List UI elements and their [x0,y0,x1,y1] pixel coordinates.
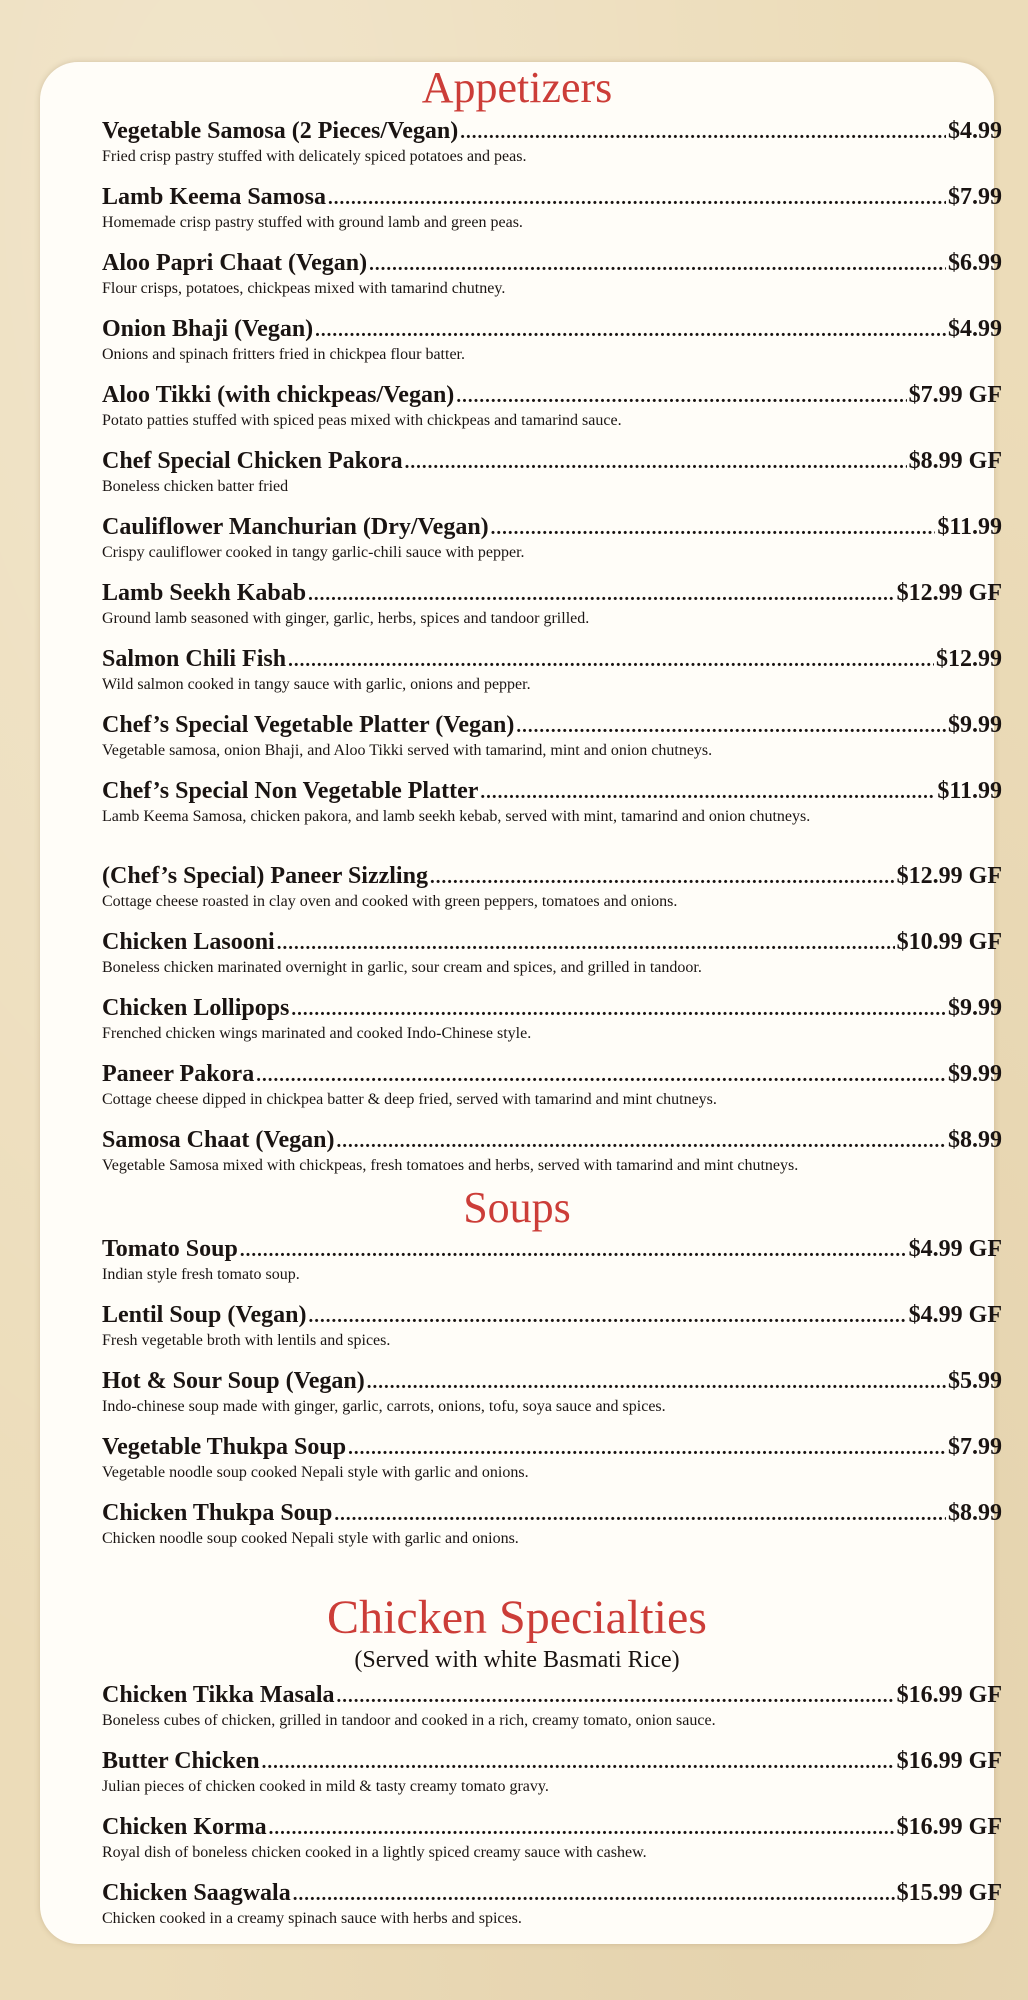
item-price: $4.99 GF [908,1236,1002,1262]
menu-item [102,316,1002,364]
dot-leader [256,1065,946,1087]
item-description: Chicken cooked in a creamy spinach sauce with herbs and spices. [102,1910,522,1927]
item-description: Julian pieces of chicken cooked in mild & tasty creamy tomato gravy. [102,1778,549,1795]
menu-item [102,1814,1002,1862]
section-title-appetizers: Appetizers [421,63,613,112]
item-price: $9.99 [948,712,1002,738]
menu-item [102,1500,1002,1548]
item-description: Cottage cheese roasted in clay oven and cooked with green peppers, tomatoes and onions. [102,893,678,910]
item-price: $10.99 GF [896,929,1002,955]
menu-item [102,1880,1002,1928]
menu-item [102,250,1002,298]
item-price: $12.99 GF [896,863,1002,889]
menu-item [102,712,1002,760]
item-description: Frenched chicken wings marinated and cooked Indo-Chinese style. [102,1025,532,1042]
dot-leader [430,867,895,889]
item-name: Chicken Tikka Masala [102,1682,335,1708]
dot-leader [491,518,936,540]
item-name: Chef’s Special Non Vegetable Platter [102,778,479,804]
dot-leader [456,386,906,408]
item-price: $4.99 [948,118,1002,144]
item-description: Vegetable Samosa mixed with chickpeas, fresh tomatoes and herbs, served with tamarind and mint chutneys. [102,1157,799,1174]
item-price: $6.99 [948,250,1002,276]
item-price: $5.99 [948,1368,1002,1394]
dot-leader [328,188,946,210]
item-description: Lamb Keema Samosa, chicken pakora, and lamb seekh kebab, served with mint, tamarind and onion chutneys. [102,808,811,825]
item-name: Chef Special Chicken Pakora [102,448,403,474]
dot-leader [460,122,946,144]
menu-item [102,1682,1002,1730]
menu-item [102,1302,1002,1350]
menu-item [102,448,1002,496]
item-description: Wild salmon cooked in tangy sauce with garlic, onions and pepper. [102,676,531,693]
item-name: Onion Bhaji (Vegan) [102,316,314,342]
item-price: $7.99 [948,1434,1002,1460]
item-description: Indian style fresh tomato soup. [102,1266,300,1283]
item-description: Onions and spinach fritters fried in chickpea flour batter. [102,346,465,363]
item-price: $12.99 [936,646,1002,672]
menu-item [102,1368,1002,1416]
dot-leader [293,1884,895,1906]
menu-item [102,514,1002,562]
item-name: Paneer Pakora [102,1061,255,1087]
item-description: Chicken noodle soup cooked Nepali style with garlic and onions. [102,1530,519,1547]
item-description: Cottage cheese dipped in chickpea batter & deep fried, served with tamarind and mint chutneys. [102,1091,717,1108]
menu-item [102,778,1002,826]
menu-item [102,1434,1002,1482]
dot-leader [405,452,907,474]
section-title-chicken-specialties: Chicken Specialties [327,1591,707,1644]
section-subtitle: (Served with white Basmati Rice) [354,1647,680,1673]
item-description: Vegetable noodle soup cooked Nepali style with garlic and onions. [102,1464,529,1481]
item-name: Chicken Lasooni [102,929,275,955]
item-name: Lamb Keema Samosa [102,184,326,210]
item-name: Chef’s Special Vegetable Platter (Vegan) [102,712,515,738]
item-price: $7.99 GF [908,382,1002,408]
menu-item [102,646,1002,694]
item-description: Fried crisp pastry stuffed with delicately spiced potatoes and peas. [102,148,527,165]
dot-leader [277,933,895,955]
item-price: $9.99 [948,995,1002,1021]
menu-item [102,118,1002,166]
item-name: Samosa Chaat (Vegan) [102,1127,335,1153]
item-description: Boneless chicken marinated overnight in garlic, sour cream and spices, and grilled in tandoor. [102,959,702,976]
item-price: $11.99 [937,514,1002,540]
dot-leader [516,716,946,738]
item-name: Aloo Papri Chaat (Vegan) [102,250,368,276]
item-price: $12.99 GF [896,580,1002,606]
menu-item [102,382,1002,430]
item-price: $8.99 [948,1500,1002,1526]
dot-leader [337,1686,895,1708]
item-name: Salmon Chili Fish [102,646,287,672]
item-description: Boneless chicken batter fried [102,478,289,495]
item-price: $7.99 [948,184,1002,210]
item-name: Tomato Soup [102,1236,238,1262]
item-price: $16.99 GF [896,1682,1002,1708]
item-price: $4.99 [948,316,1002,342]
dot-leader [309,1306,907,1328]
item-description: Potato patties stuffed with spiced peas mixed with chickpeas and tamarind sauce. [102,412,622,429]
dot-leader [291,999,946,1021]
dot-leader [315,320,946,342]
item-price: $9.99 [948,1061,1002,1087]
item-description: Crispy cauliflower cooked in tangy garlic-chili sauce with pepper. [102,544,525,561]
item-price: $8.99 GF [908,448,1002,474]
dot-leader [369,254,946,276]
dot-leader [288,650,934,672]
dot-leader [262,1752,895,1774]
item-description: Homemade crisp pastry stuffed with ground lamb and green peas. [102,214,523,231]
menu-item [102,1061,1002,1109]
item-name: Butter Chicken [102,1748,260,1774]
item-name: Chicken Saagwala [102,1880,291,1906]
dot-leader [240,1240,907,1262]
item-name: (Chef’s Special) Paneer Sizzling [102,863,428,889]
dot-leader [367,1372,946,1394]
section-title-soups: Soups [463,1183,571,1232]
dot-leader [348,1438,946,1460]
item-description: Ground lamb seasoned with ginger, garlic, herbs, spices and tandoor grilled. [102,610,590,627]
item-description: Fresh vegetable broth with lentils and spices. [102,1332,391,1349]
dot-leader [334,1504,946,1526]
menu-item [102,1748,1002,1796]
item-description: Boneless cubes of chicken, grilled in tandoor and cooked in a rich, creamy tomato, onion sauce. [102,1712,716,1729]
item-price: $16.99 GF [896,1814,1002,1840]
item-price: $16.99 GF [896,1748,1002,1774]
menu-card [40,62,1002,1944]
item-price: $8.99 [948,1127,1002,1153]
menu-item [102,995,1002,1043]
menu-item [102,184,1002,232]
menu-item [102,1236,1002,1284]
menu-item [102,929,1002,977]
item-name: Vegetable Thukpa Soup [102,1434,347,1460]
dot-leader [308,584,895,606]
item-price: $4.99 GF [908,1302,1002,1328]
item-name: Aloo Tikki (with chickpeas/Vegan) [102,382,455,408]
item-description: Indo-chinese soup made with ginger, garlic, carrots, onions, tofu, soya sauce and spices. [102,1398,666,1415]
item-name: Cauliflower Manchurian (Dry/Vegan) [102,514,489,540]
item-name: Chicken Lollipops [102,995,290,1021]
item-description: Royal dish of boneless chicken cooked in a lightly spiced creamy sauce with cashew. [102,1844,647,1861]
item-name: Chicken Korma [102,1814,267,1840]
dot-leader [336,1131,946,1153]
dot-leader [480,782,935,804]
menu-item [102,580,1002,628]
dot-leader [269,1818,895,1840]
item-description: Vegetable samosa, onion Bhaji, and Aloo Tikki served with tamarind, mint and onion chutneys. [102,742,713,759]
menu-item [102,1127,1002,1175]
item-name: Vegetable Samosa (2 Pieces/Vegan) [102,118,459,144]
item-name: Hot & Sour Soup (Vegan) [102,1368,365,1394]
menu-item [102,863,1002,911]
item-name: Lamb Seekh Kabab [102,580,307,606]
item-name: Lentil Soup (Vegan) [102,1302,307,1328]
item-price: $15.99 GF [896,1880,1002,1906]
item-price: $11.99 [937,778,1002,804]
item-description: Flour crisps, potatoes, chickpeas mixed with tamarind chutney. [102,280,506,297]
item-name: Chicken Thukpa Soup [102,1500,333,1526]
